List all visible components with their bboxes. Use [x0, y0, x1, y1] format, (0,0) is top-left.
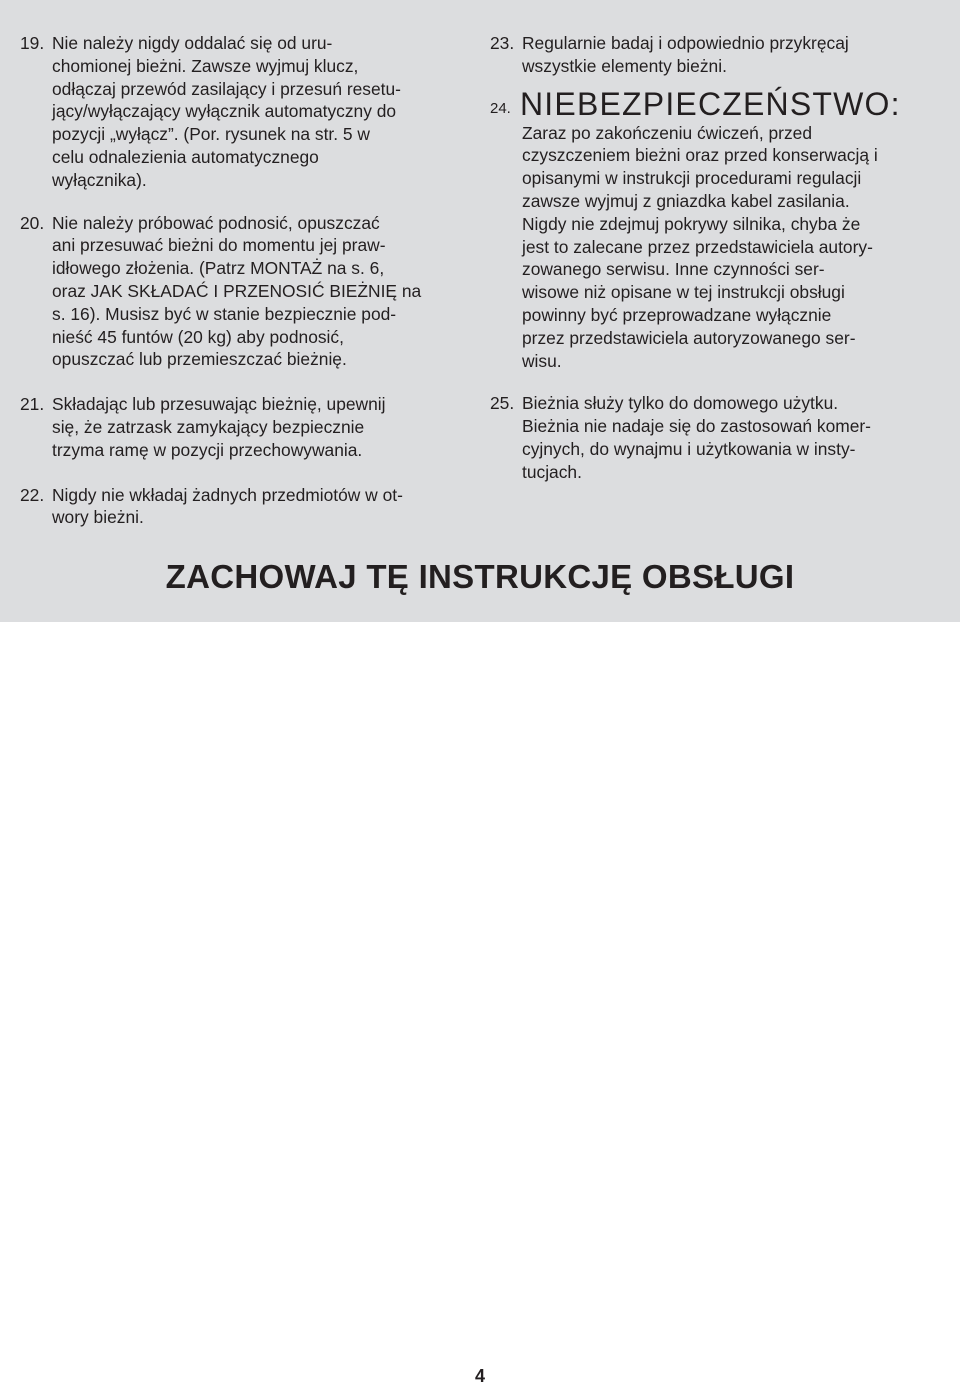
instruction-25	[490, 392, 945, 483]
right-column	[490, 32, 945, 484]
instruction-20	[20, 212, 470, 372]
save-instructions-title: ZACHOWAJ TĘ INSTRUKCJĘ OBSŁUGI	[165, 558, 795, 595]
page-number: 4	[474, 1366, 485, 1386]
item-text: Składając lub przesuwając bieżnię, upewnij się, że zatrzask zamykający bezpiecznie trzyma ramę w pozycji przechowywania.	[52, 394, 386, 460]
item-number: 25.	[490, 393, 515, 414]
left-column	[20, 32, 470, 529]
item-number: 23.	[490, 33, 515, 53]
item-text: Nigdy nie wkładaj żadnych przedmiotów w ot- wory bieżni.	[52, 484, 403, 528]
item-number: 20.	[20, 212, 45, 233]
instruction-23	[490, 32, 945, 78]
item-text: Zaraz po zakończeniu ćwiczeń, przed czyszczeniem bieżni oraz przed konserwacją i opisanymi w instrukcji procedurami regulacji zawsze wyjmuj z gniazdka kabel zasilania. Nigdy nie zdejmuj pokrywy silnika, chyba że jest to zalecane przez przedstawiciela autory- zowanego serwisu. Inne czynności ser- wisowe niż opisane w tej instrukcji obsługi powinny być przeprowadzane wyłącznie przez przedstawiciela autoryzowanego ser- wisu.	[522, 122, 878, 371]
item-text: Bieżnia służy tylko do domowego użytku. Bieżnia nie nadaje się do zastosowań komer- cyjnych, do wynajmu i użytkowania w insty- tucjach.	[522, 393, 871, 482]
item-text: Nie należy nigdy oddalać się od uru- chomionej bieżni. Zawsze wyjmuj klucz, odłączaj przewód zasilający i przesuń resetu- jący/wyłączający wyłącznik automatyczny do pozycji „wyłącz”. (Por. rysunek na str. 5 w celu odnalezienia automatycznego wyłącznika).	[52, 33, 401, 190]
instruction-22	[20, 484, 470, 530]
item-number: 24.	[490, 99, 511, 117]
item-text: Nie należy próbować podnosić, opuszczać ani przesuwać bieżni do momentu jej praw- idłowego złożenia. (Patrz MONTAŻ na s. 6, oraz JAK SKŁADAĆ I PRZENOSIĆ BIEŻNIĘ na s. 16). Musisz być w stanie bezpiecznie pod- nieść 45 funtów (20 kg) aby podnosić, opuszczać lub przemieszczać bieżnię.	[52, 212, 422, 370]
item-number: 22.	[20, 484, 45, 505]
danger-heading: NIEBEZPIECZEŃSTWO:	[520, 85, 901, 122]
item-number: 21.	[20, 394, 45, 415]
safety-instructions-panel	[0, 0, 960, 622]
instruction-21	[20, 393, 470, 461]
instruction-19	[20, 32, 470, 192]
instruction-24	[490, 86, 945, 373]
item-number: 19.	[20, 33, 45, 53]
item-text: Regularnie badaj i odpowiednio przykręcaj wszystkie elementy bieżni.	[522, 33, 849, 76]
